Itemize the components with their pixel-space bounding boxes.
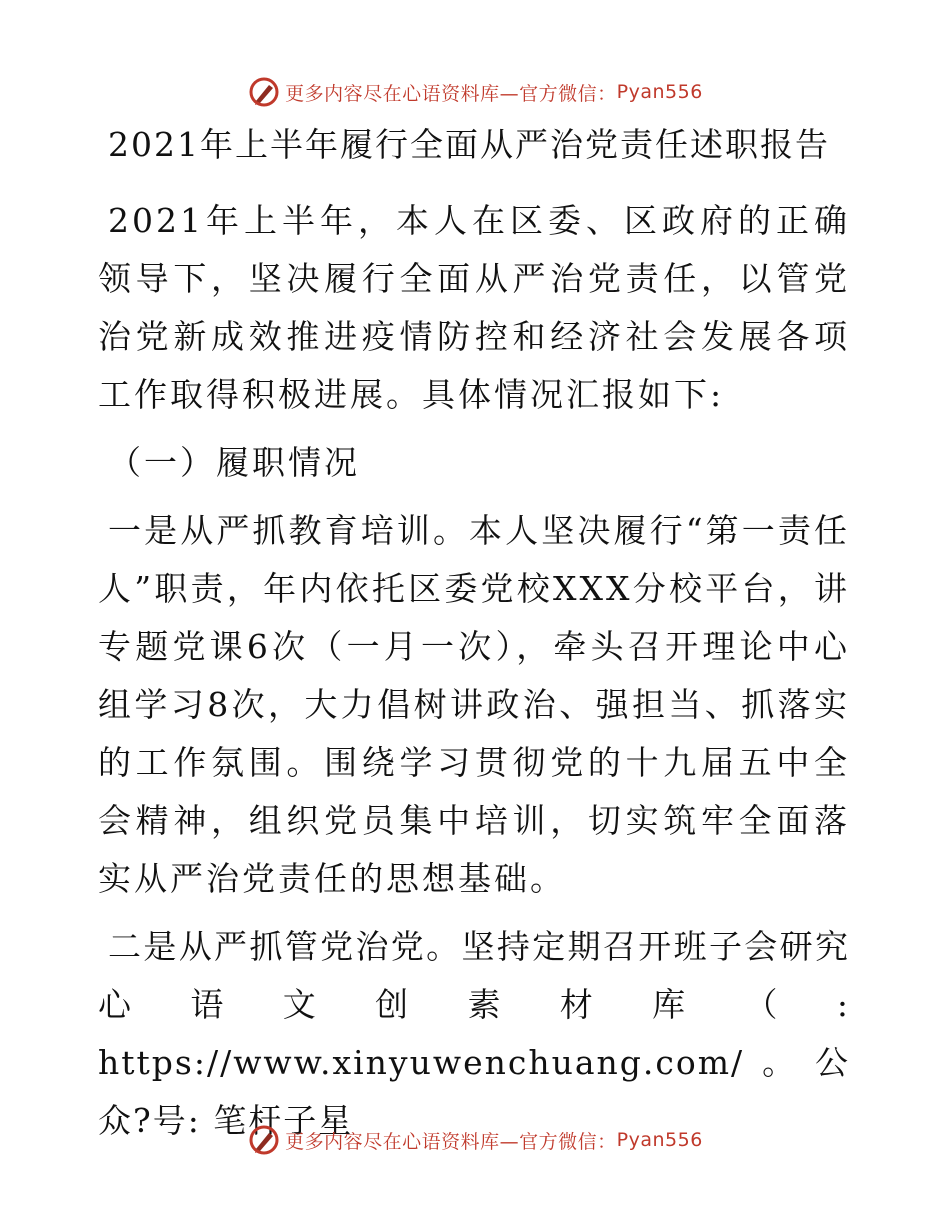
watermark-text: 更多内容尽在心语资料库—官方微信：	[285, 82, 617, 105]
paragraph-party-governance: 二是从严抓管党治党。坚持定期召开班子会研究心语文创素材库（: https://www.xinyuwenchuang.com/。公众?号: 笔杆子星	[98, 927, 850, 1140]
document-body	[98, 122, 850, 1150]
watermark-handle: Pyan556	[616, 1129, 703, 1151]
document-title: 2021年上半年履行全面从严治党责任述职报告	[108, 125, 830, 164]
watermark-handle: Pyan556	[616, 81, 703, 103]
pen-logo-icon	[247, 75, 281, 109]
section-heading: （一）履职情况	[108, 443, 360, 482]
watermark-banner-bottom	[0, 1120, 950, 1160]
paragraph-education-training: 一是从严抓教育培训。本人坚决履行“第一责任人”职责，年内依托区委党校XXX分校平台，讲专题党课6次（一月一次），牵头召开理论中心组学习8次，大力倡树讲政治、强担当、抓落实的工作氛围。围绕学习贯彻党的十九届五中全会精神，组织党员集中培训，切实筑牢全面落实从严治党责任的思想基础。	[98, 511, 850, 898]
watermark-text: 更多内容尽在心语资料库—官方微信：	[285, 1130, 617, 1153]
watermark-banner-top	[0, 72, 950, 112]
pen-logo-icon	[247, 1123, 281, 1157]
intro-paragraph: 2021年上半年，本人在区委、区政府的正确领导下，坚决履行全面从严治党责任，以管党治党新成效推进疫情防控和经济社会发展各项工作取得积极进展。具体情况汇报如下:	[98, 201, 850, 414]
